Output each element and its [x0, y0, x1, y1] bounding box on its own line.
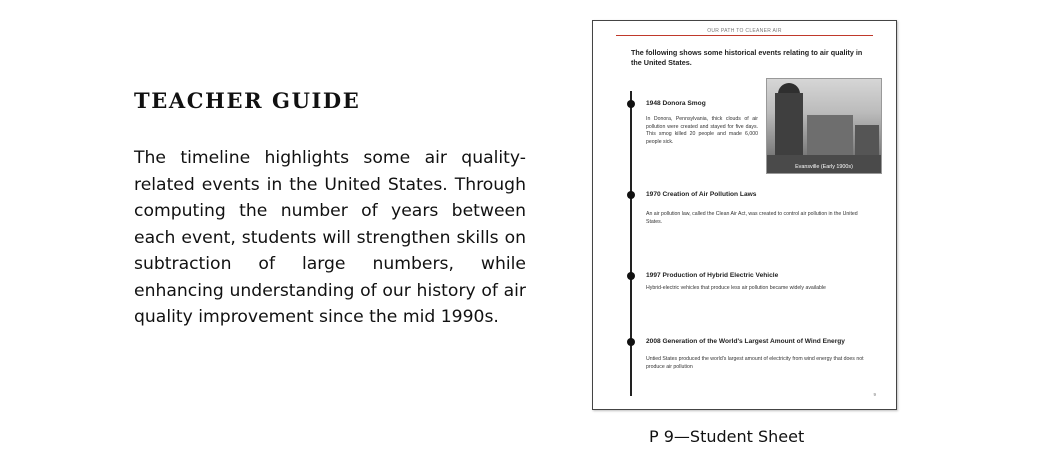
donora-photo	[766, 78, 882, 174]
sheet-intro: The following shows some historical events relating to air quality in the United States.	[631, 48, 863, 67]
event-description: Untied States produced the world's largest amount of electricity from wind energy that does not produce air pollution	[646, 356, 864, 370]
timeline-dot	[627, 100, 635, 108]
event-title: 1997 Production of Hybrid Electric Vehicle	[646, 272, 779, 279]
student-sheet-preview	[592, 20, 897, 410]
timeline-dot	[627, 272, 635, 280]
event-description: In Donora, Pennsylvania, thick clouds of air pollution were created and stayed for five days. This smog killed 20 people and made 6,000 people sick.	[646, 116, 758, 145]
student-sheet-caption: P 9—Student Sheet	[649, 427, 805, 446]
timeline-line	[630, 91, 632, 396]
photo-caption: Evansville (Early 1900s)	[795, 164, 853, 170]
building-shape	[807, 115, 853, 155]
building-shape	[775, 93, 803, 155]
teacher-guide-title: TEACHER GUIDE	[134, 88, 361, 113]
timeline-dot	[627, 191, 635, 199]
header-divider	[616, 35, 873, 36]
event-title: 1948 Donora Smog	[646, 100, 706, 107]
timeline-dot	[627, 338, 635, 346]
page-number: 9	[873, 392, 876, 397]
teacher-guide-body: The timeline highlights some air quality-related events in the United States. Through computing the number of years between each event, students will strengthen skills on subtraction of large numbers, while enhancing understanding of our history of air quality improvement since the mid 1990s.	[134, 148, 526, 327]
sheet-header: OUR PATH TO CLEANER AIR	[707, 28, 782, 34]
building-shape	[855, 125, 879, 155]
event-title: 1970 Creation of Air Pollution Laws	[646, 191, 757, 198]
event-description: An air pollution law, called the Clean Air Act, was created to control air pollution in the United States.	[646, 211, 858, 225]
event-title: 2008 Generation of the World's Largest Amount of Wind Energy	[646, 338, 845, 345]
event-description: Hybrid-electric vehicles that produce less air pollution became widely available	[646, 285, 826, 291]
